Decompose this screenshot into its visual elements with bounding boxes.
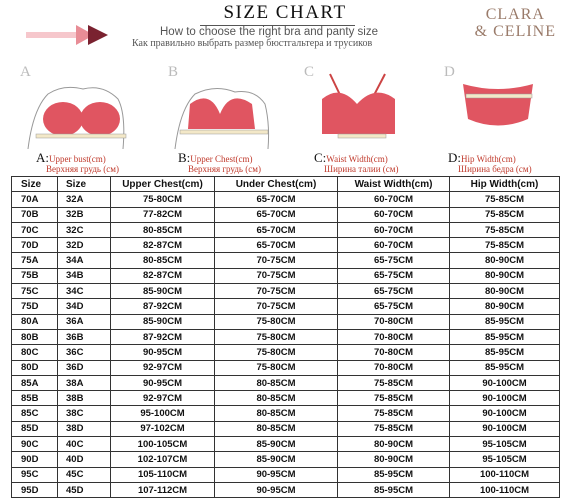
cell-hip-width: 80-90CM (450, 268, 560, 283)
cell-waist-width: 70-80CM (338, 314, 450, 329)
table-row (12, 360, 560, 375)
cell-hip-width: 80-90CM (450, 284, 560, 299)
page-title: SIZE CHART (223, 2, 347, 23)
cell-hip-width: 85-95CM (450, 360, 560, 375)
table-row (12, 406, 560, 421)
cell-hip-width: 90-100CM (450, 375, 560, 390)
cell-upper-chest: 82-87CM (111, 238, 215, 253)
caption-a-en: Upper bust(cm) (49, 154, 106, 164)
cell-hip-width: 75-85CM (450, 222, 560, 237)
table-header-row (12, 177, 560, 192)
header-waist-width: Waist Width(cm) (338, 177, 450, 192)
cell-under-chest: 65-70CM (215, 238, 338, 253)
cell-hip-width: 100-110CM (450, 482, 560, 497)
cell-under-chest: 75-80CM (215, 360, 338, 375)
cell-size-us: 40D (58, 452, 111, 467)
brand-line-1: CLARA (485, 6, 545, 23)
brand-line-2: & CELINE (474, 23, 556, 40)
cell-hip-width: 95-105CM (450, 452, 560, 467)
table-row (12, 329, 560, 344)
pink-arrow-icon (26, 24, 111, 46)
table-row (12, 452, 560, 467)
figure-d-illustration (438, 54, 548, 154)
cell-hip-width: 85-95CM (450, 345, 560, 360)
figure-d-tape (466, 94, 532, 98)
cell-size-eu: 90C (12, 437, 58, 452)
cell-size-us: 38C (58, 406, 111, 421)
cell-size-us: 32C (58, 222, 111, 237)
cell-upper-chest: 80-85CM (111, 253, 215, 268)
figure-d-letter: D (444, 64, 455, 80)
cell-waist-width: 60-70CM (338, 207, 450, 222)
table-row (12, 268, 560, 283)
cell-size-eu: 80B (12, 329, 58, 344)
table-row (12, 375, 560, 390)
figure-c-illustration (300, 54, 415, 154)
cell-size-us: 34D (58, 299, 111, 314)
cell-size-eu: 70B (12, 207, 58, 222)
header-upper-chest: Upper Chest(cm) (111, 177, 215, 192)
cell-size-eu: 70A (12, 192, 58, 207)
cell-under-chest: 80-85CM (215, 406, 338, 421)
table-row (12, 467, 560, 482)
table-row (12, 421, 560, 436)
cell-size-eu: 70C (12, 222, 58, 237)
cell-upper-chest: 87-92CM (111, 329, 215, 344)
cell-under-chest: 65-70CM (215, 222, 338, 237)
cell-waist-width: 65-75CM (338, 284, 450, 299)
cell-size-eu: 95D (12, 482, 58, 497)
cell-size-eu: 75B (12, 268, 58, 283)
cell-upper-chest: 107-112CM (111, 482, 215, 497)
caption-c-en: Waist Width(cm) (326, 154, 388, 164)
cell-size-us: 32D (58, 238, 111, 253)
cell-under-chest: 85-90CM (215, 452, 338, 467)
figure-b-bra (188, 98, 255, 129)
caption-d-letter: D: (448, 150, 461, 165)
table-row (12, 437, 560, 452)
cell-upper-chest: 90-95CM (111, 345, 215, 360)
header-hip-width: Hip Width(cm) (450, 177, 560, 192)
cell-upper-chest: 90-95CM (111, 375, 215, 390)
caption-b-letter: B: (178, 150, 191, 165)
figure-a-illustration (8, 54, 138, 154)
cell-under-chest: 75-80CM (215, 329, 338, 344)
cell-size-eu: 80C (12, 345, 58, 360)
figure-b-letter: B (168, 64, 179, 80)
caption-c-ru: Ширина талии (см) (324, 164, 399, 174)
table-row (12, 482, 560, 497)
cell-waist-width: 75-85CM (338, 391, 450, 406)
cell-size-us: 32B (58, 207, 111, 222)
cell-upper-chest: 80-85CM (111, 222, 215, 237)
cell-hip-width: 75-85CM (450, 207, 560, 222)
figure-a-letter: A (20, 64, 31, 80)
caption-a-letter: A: (36, 150, 49, 165)
cell-size-us: 34C (58, 284, 111, 299)
cell-upper-chest: 85-90CM (111, 314, 215, 329)
table-row (12, 391, 560, 406)
cell-waist-width: 70-80CM (338, 360, 450, 375)
caption-b-ru: Верхняя грудь (см) (188, 164, 261, 174)
figure-d-panty (463, 84, 533, 126)
cell-under-chest: 80-85CM (215, 421, 338, 436)
cell-waist-width: 85-95CM (338, 482, 450, 497)
cell-size-us: 45D (58, 482, 111, 497)
figure-a-left-breast (43, 102, 83, 136)
cell-upper-chest: 92-97CM (111, 391, 215, 406)
cell-size-us: 36A (58, 314, 111, 329)
cell-upper-chest: 95-100CM (111, 406, 215, 421)
caption-d-en: Hip Width(cm) (461, 154, 516, 164)
caption-d-ru: Ширина бедра (см) (458, 164, 532, 174)
cell-under-chest: 90-95CM (215, 482, 338, 497)
header-under-chest: Under Chest(cm) (215, 177, 338, 192)
caption-c-letter: C: (314, 150, 327, 165)
cell-under-chest: 75-80CM (215, 345, 338, 360)
subtitle-russian: Как правильно выбрать размер бюстгальтера и трусиков (132, 38, 373, 49)
cell-upper-chest: 102-107CM (111, 452, 215, 467)
cell-under-chest: 70-75CM (215, 284, 338, 299)
cell-under-chest: 75-80CM (215, 314, 338, 329)
table-row (12, 238, 560, 253)
cell-upper-chest: 97-102CM (111, 421, 215, 436)
cell-upper-chest: 77-82CM (111, 207, 215, 222)
figure-c-bra (322, 93, 395, 134)
cell-size-eu: 75A (12, 253, 58, 268)
cell-size-us: 36B (58, 329, 111, 344)
cell-hip-width: 75-85CM (450, 238, 560, 253)
cell-size-us: 36D (58, 360, 111, 375)
cell-hip-width: 75-85CM (450, 192, 560, 207)
cell-hip-width: 80-90CM (450, 253, 560, 268)
cell-hip-width: 95-105CM (450, 437, 560, 452)
cell-hip-width: 85-95CM (450, 314, 560, 329)
cell-waist-width: 75-85CM (338, 375, 450, 390)
cell-size-us: 38D (58, 421, 111, 436)
header-size-eu: Size (12, 177, 58, 192)
subtitle-english: How to choose the right bra and panty size (160, 26, 378, 38)
cell-upper-chest: 75-80CM (111, 192, 215, 207)
table-row (12, 253, 560, 268)
cell-under-chest: 85-90CM (215, 437, 338, 452)
cell-upper-chest: 82-87CM (111, 268, 215, 283)
table-row (12, 314, 560, 329)
cell-waist-width: 85-95CM (338, 467, 450, 482)
cell-size-eu: 85B (12, 391, 58, 406)
cell-size-eu: 90D (12, 452, 58, 467)
cell-size-us: 40C (58, 437, 111, 452)
cell-hip-width: 100-110CM (450, 467, 560, 482)
table-row (12, 222, 560, 237)
header-size-us: Size (58, 177, 111, 192)
size-chart-table (11, 176, 560, 498)
cell-size-us: 38B (58, 391, 111, 406)
cell-hip-width: 90-100CM (450, 406, 560, 421)
figure-b-illustration (160, 54, 280, 154)
cell-upper-chest: 85-90CM (111, 284, 215, 299)
cell-waist-width: 65-75CM (338, 253, 450, 268)
cell-waist-width: 75-85CM (338, 406, 450, 421)
cell-upper-chest: 100-105CM (111, 437, 215, 452)
cell-waist-width: 65-75CM (338, 268, 450, 283)
cell-waist-width: 60-70CM (338, 222, 450, 237)
caption-d (448, 150, 532, 174)
table-row (12, 284, 560, 299)
cell-size-eu: 70D (12, 238, 58, 253)
cell-upper-chest: 92-97CM (111, 360, 215, 375)
cell-upper-chest: 105-110CM (111, 467, 215, 482)
cell-size-eu: 85A (12, 375, 58, 390)
caption-a (36, 150, 119, 174)
cell-size-eu: 95C (12, 467, 58, 482)
cell-size-eu: 80D (12, 360, 58, 375)
cell-size-eu: 75D (12, 299, 58, 314)
table-row (12, 207, 560, 222)
cell-size-eu: 75C (12, 284, 58, 299)
figure-c-letter: C (304, 64, 315, 80)
table-row (12, 192, 560, 207)
table-row (12, 345, 560, 360)
cell-under-chest: 80-85CM (215, 375, 338, 390)
cell-waist-width: 70-80CM (338, 345, 450, 360)
cell-size-eu: 85D (12, 421, 58, 436)
cell-size-us: 36C (58, 345, 111, 360)
cell-under-chest: 90-95CM (215, 467, 338, 482)
figure-c-tape (338, 134, 386, 138)
cell-size-us: 34B (58, 268, 111, 283)
cell-size-us: 45C (58, 467, 111, 482)
cell-under-chest: 65-70CM (215, 207, 338, 222)
cell-hip-width: 80-90CM (450, 299, 560, 314)
caption-b (178, 150, 261, 174)
cell-hip-width: 90-100CM (450, 421, 560, 436)
cell-size-us: 38A (58, 375, 111, 390)
caption-c (314, 150, 399, 174)
cell-size-us: 32A (58, 192, 111, 207)
caption-b-en: Upper Chest(cm) (190, 154, 253, 164)
cell-under-chest: 70-75CM (215, 299, 338, 314)
cell-under-chest: 80-85CM (215, 391, 338, 406)
cell-size-eu: 80A (12, 314, 58, 329)
figure-a-right-breast (80, 102, 120, 136)
cell-size-eu: 85C (12, 406, 58, 421)
cell-hip-width: 90-100CM (450, 391, 560, 406)
cell-under-chest: 65-70CM (215, 192, 338, 207)
cell-waist-width: 60-70CM (338, 192, 450, 207)
caption-a-ru: Верхняя грудь (см) (46, 164, 119, 174)
cell-waist-width: 80-90CM (338, 437, 450, 452)
cell-waist-width: 75-85CM (338, 421, 450, 436)
figure-a-tape (36, 134, 126, 138)
cell-waist-width: 65-75CM (338, 299, 450, 314)
table-row (12, 299, 560, 314)
brand-logo (475, 6, 556, 40)
figure-b-tape (180, 130, 268, 134)
cell-waist-width: 60-70CM (338, 238, 450, 253)
cell-hip-width: 85-95CM (450, 329, 560, 344)
cell-size-us: 34A (58, 253, 111, 268)
cell-waist-width: 80-90CM (338, 452, 450, 467)
cell-upper-chest: 87-92CM (111, 299, 215, 314)
cell-under-chest: 70-75CM (215, 253, 338, 268)
cell-waist-width: 70-80CM (338, 329, 450, 344)
cell-under-chest: 70-75CM (215, 268, 338, 283)
